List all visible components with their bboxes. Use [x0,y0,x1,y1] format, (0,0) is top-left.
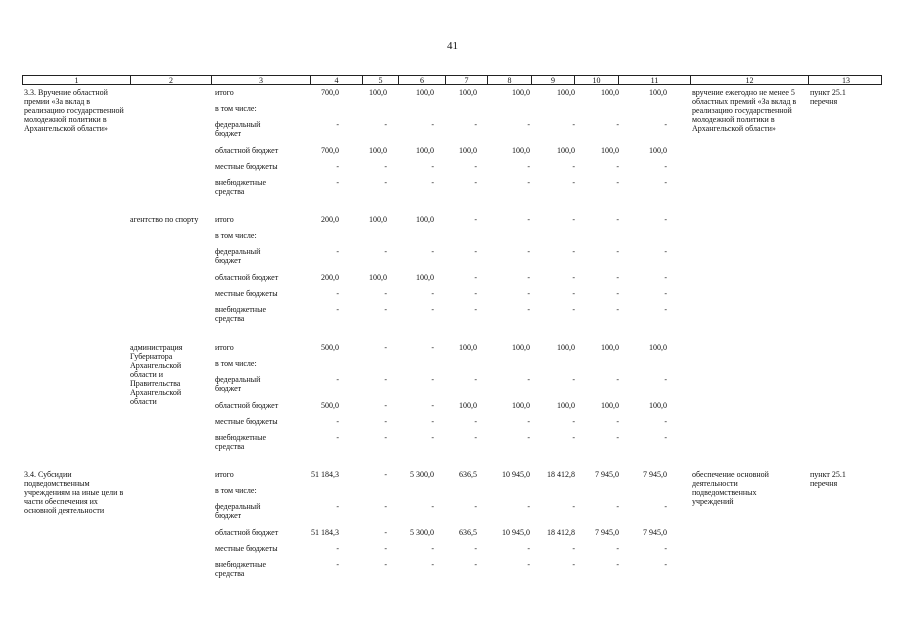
row-label-incl: в том числе: [215,486,257,495]
value-cell: - [474,289,477,298]
value-cell: 100,0 [512,401,530,410]
value-cell: 100,0 [557,401,575,410]
value-cell: - [664,560,667,569]
page-number: 41 [447,40,458,52]
value-cell: 200,0 [321,273,339,282]
value-cell: 700,0 [321,88,339,97]
row-label-fed: федеральный бюджет [215,502,261,520]
value-cell: 51 184,3 [311,528,339,537]
value-cell: 18 412,8 [547,528,575,537]
value-cell: 636,5 [459,528,477,537]
header-col-1: 1 [74,76,79,85]
value-cell: 100,0 [649,88,667,97]
row-label-total: итого [215,215,234,224]
row-label-reg: областной бюджет [215,528,279,537]
value-cell: - [474,215,477,224]
value-cell: - [384,528,387,537]
row-label-extra: внебюджетные средства [215,178,266,196]
row-label-reg: областной бюджет [215,146,279,155]
executor-admin: администрация Губернатора Архангельской области и Правительства Архангельской области [130,343,183,406]
value-cell: - [527,305,530,314]
value-cell: - [527,417,530,426]
value-cell: - [474,120,477,129]
value-cell: - [664,215,667,224]
value-cell: 10 945,0 [502,470,530,479]
executor-sport: агентство по спорту [130,215,199,224]
value-cell: - [474,273,477,282]
value-cell: 100,0 [416,146,434,155]
value-cell: - [474,162,477,171]
event-3-4-result: обеспечение основной деятельности подведомственных учреждений [692,470,769,506]
value-cell: - [336,305,339,314]
value-cell: 7 945,0 [595,470,619,479]
header-col-7: 7 [445,76,487,84]
row-label-incl: в том числе: [215,231,257,240]
header-col-9: 9 [531,76,574,84]
value-cell: - [664,178,667,187]
value-cell: 100,0 [557,343,575,352]
value-cell: - [431,305,434,314]
header-col-4: 4 [310,76,362,84]
value-cell: - [616,162,619,171]
value-cell: - [616,433,619,442]
row-label-incl: в том числе: [215,104,257,113]
value-cell: - [384,120,387,129]
value-cell: 5 300,0 [410,528,434,537]
value-cell: - [616,560,619,569]
value-cell: - [527,289,530,298]
value-cell: 100,0 [512,88,530,97]
header-col-12: 12 [690,76,808,84]
header-col-3: 3 [211,76,310,84]
value-cell: 7 945,0 [643,470,667,479]
value-cell: - [616,544,619,553]
value-cell: - [616,417,619,426]
header-col-11: 11 [618,76,690,84]
value-cell: - [384,433,387,442]
value-cell: 200,0 [321,215,339,224]
value-cell: 100,0 [459,401,477,410]
value-cell: - [336,375,339,384]
value-cell: - [431,375,434,384]
row-label-reg: областной бюджет [215,401,279,410]
value-cell: - [527,178,530,187]
value-cell: 10 945,0 [502,528,530,537]
value-cell: 100,0 [369,273,387,282]
value-cell: 100,0 [459,146,477,155]
value-cell: 500,0 [321,401,339,410]
value-cell: - [384,375,387,384]
value-cell: 100,0 [601,88,619,97]
value-cell: 100,0 [601,146,619,155]
value-cell: - [664,289,667,298]
header-col-8: 8 [487,76,531,84]
value-cell: - [384,470,387,479]
value-cell: - [572,375,575,384]
value-cell: - [384,178,387,187]
value-cell: - [664,120,667,129]
value-cell: - [527,375,530,384]
value-cell: - [474,502,477,511]
value-cell: - [431,289,434,298]
value-cell: 100,0 [557,146,575,155]
row-label-extra: внебюджетные средства [215,305,266,323]
value-cell: - [664,375,667,384]
value-cell: - [572,502,575,511]
value-cell: 100,0 [416,88,434,97]
value-cell: - [664,502,667,511]
event-3-4-name: 3.4. Субсидии подведомственным учреждениям на иные цели в части обеспечения их основной деятельности [24,470,124,515]
value-cell: - [384,544,387,553]
value-cell: - [664,247,667,256]
value-cell: - [384,343,387,352]
value-cell: 100,0 [369,146,387,155]
event-3-3-result: вручение ежегодно не менее 5 областных премий «За вклад в реализацию государственной молодежной политики в Архангельской области» [692,88,797,133]
value-cell: 100,0 [557,88,575,97]
value-cell: 100,0 [601,401,619,410]
value-cell: - [431,544,434,553]
event-3-3-name: 3.3. Вручение областной премии «За вклад в реализацию государственной молодежной политики в Архангельской области» [24,88,124,133]
value-cell: - [431,343,434,352]
value-cell: - [474,305,477,314]
value-cell: - [616,178,619,187]
value-cell: 7 945,0 [595,528,619,537]
value-cell: - [572,162,575,171]
value-cell: 100,0 [601,343,619,352]
value-cell: - [616,247,619,256]
value-cell: - [572,560,575,569]
value-cell: - [431,401,434,410]
value-cell: - [474,417,477,426]
value-cell: - [527,120,530,129]
row-label-fed: федеральный бюджет [215,247,261,265]
row-label-fed: федеральный бюджет [215,375,261,393]
value-cell: - [527,502,530,511]
value-cell: - [431,162,434,171]
value-cell: 100,0 [459,343,477,352]
value-cell: - [474,560,477,569]
row-label-loc: местные бюджеты [215,162,278,171]
value-cell: 100,0 [512,146,530,155]
row-label-total: итого [215,88,234,97]
value-cell: - [527,560,530,569]
value-cell: - [384,289,387,298]
value-cell: - [336,544,339,553]
value-cell: 100,0 [369,215,387,224]
header-col-13: 13 [808,76,883,84]
value-cell: 51 184,3 [311,470,339,479]
value-cell: - [336,120,339,129]
value-cell: - [336,289,339,298]
header-col-6: 6 [398,76,445,84]
value-cell: - [474,178,477,187]
row-label-extra: внебюджетные средства [215,560,266,578]
value-cell: - [384,401,387,410]
row-label-loc: местные бюджеты [215,289,278,298]
value-cell: 18 412,8 [547,470,575,479]
value-cell: - [384,162,387,171]
row-label-loc: местные бюджеты [215,417,278,426]
value-cell: 100,0 [649,146,667,155]
table-header [22,75,882,85]
value-cell: 100,0 [369,88,387,97]
value-cell: - [572,273,575,282]
value-cell: - [616,289,619,298]
value-cell: - [336,417,339,426]
value-cell: - [336,433,339,442]
value-cell: 5 300,0 [410,470,434,479]
value-cell: - [336,502,339,511]
value-cell: 100,0 [459,88,477,97]
value-cell: - [431,120,434,129]
value-cell: - [431,417,434,426]
value-cell: - [664,433,667,442]
value-cell: - [527,247,530,256]
value-cell: - [336,178,339,187]
value-cell: - [572,120,575,129]
value-cell: - [384,247,387,256]
value-cell: 100,0 [512,343,530,352]
value-cell: - [616,120,619,129]
header-col-10: 10 [574,76,618,84]
value-cell: - [384,305,387,314]
value-cell: 500,0 [321,343,339,352]
value-cell: - [616,305,619,314]
value-cell: - [572,215,575,224]
value-cell: - [527,544,530,553]
value-cell: - [336,162,339,171]
value-cell: - [572,417,575,426]
value-cell: 100,0 [649,343,667,352]
event-3-3-ref: пункт 25.1 перечня [810,88,846,106]
value-cell: - [336,247,339,256]
value-cell: - [664,273,667,282]
row-label-fed: федеральный бюджет [215,120,261,138]
value-cell: - [431,560,434,569]
value-cell: - [616,375,619,384]
value-cell: - [664,162,667,171]
row-label-extra: внебюджетные средства [215,433,266,451]
row-label-total: итого [215,343,234,352]
value-cell: - [664,417,667,426]
row-label-total: итого [215,470,234,479]
value-cell: 7 945,0 [643,528,667,537]
value-cell: - [527,273,530,282]
row-label-incl: в том числе: [215,359,257,368]
value-cell: 100,0 [416,273,434,282]
row-label-loc: местные бюджеты [215,544,278,553]
value-cell: - [474,375,477,384]
value-cell: - [474,247,477,256]
value-cell: 100,0 [649,401,667,410]
value-cell: - [527,215,530,224]
value-cell: - [474,433,477,442]
value-cell: - [431,502,434,511]
value-cell: - [572,544,575,553]
event-3-4-ref: пункт 25.1 перечня [810,470,846,488]
value-cell: 700,0 [321,146,339,155]
value-cell: 100,0 [416,215,434,224]
value-cell: - [572,433,575,442]
value-cell: - [572,247,575,256]
value-cell: - [384,560,387,569]
value-cell: - [572,289,575,298]
value-cell: - [616,215,619,224]
value-cell: - [527,433,530,442]
value-cell: - [384,417,387,426]
value-cell: - [474,544,477,553]
value-cell: - [336,560,339,569]
value-cell: - [616,273,619,282]
value-cell: - [431,247,434,256]
header-col-2: 2 [130,76,211,84]
value-cell: - [664,544,667,553]
header-col-5: 5 [362,76,398,84]
value-cell: - [572,178,575,187]
value-cell: - [431,178,434,187]
value-cell: - [384,502,387,511]
value-cell: 636,5 [459,470,477,479]
value-cell: - [572,305,575,314]
row-label-reg: областной бюджет [215,273,279,282]
value-cell: - [616,502,619,511]
value-cell: - [527,162,530,171]
value-cell: - [431,433,434,442]
value-cell: - [664,305,667,314]
